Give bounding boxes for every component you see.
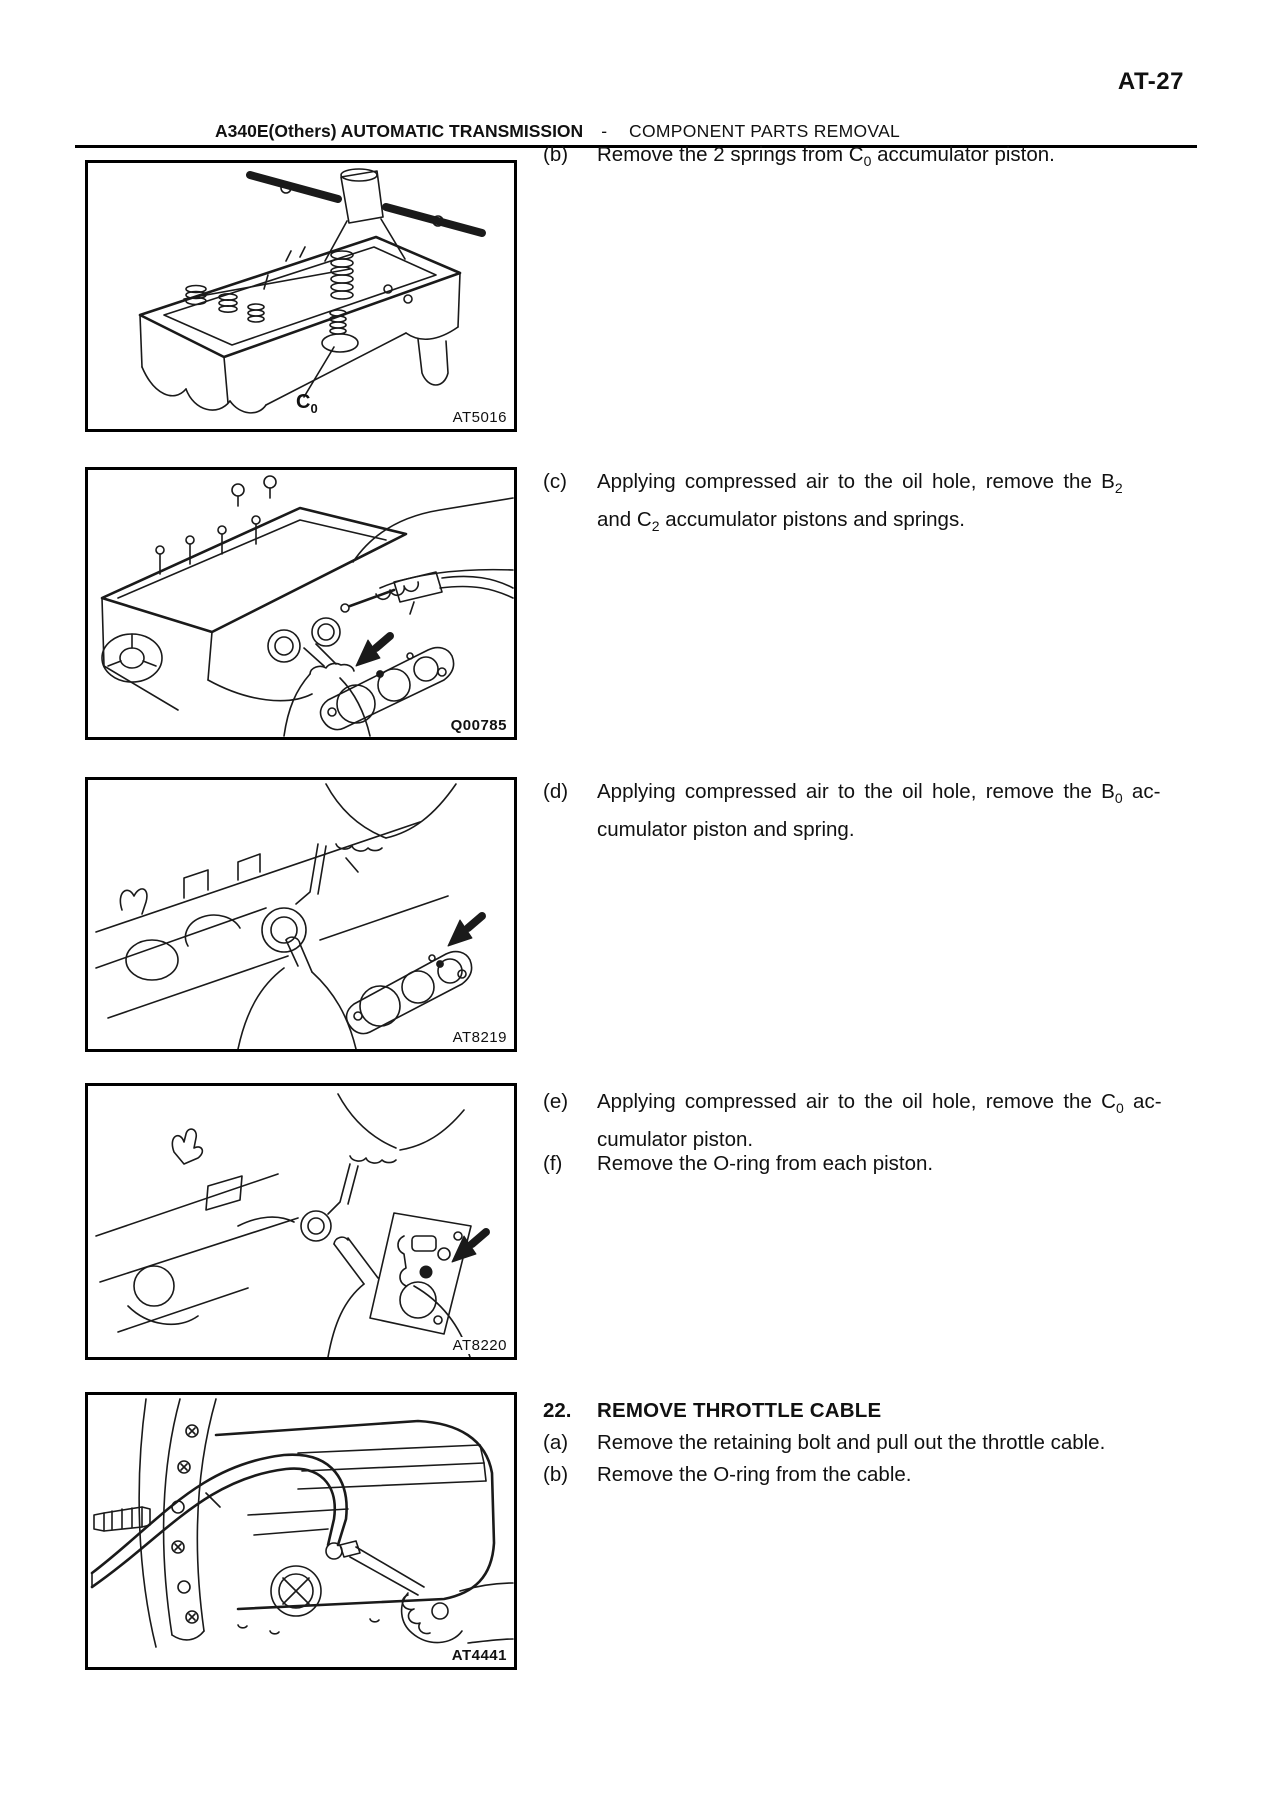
item-label: (d) xyxy=(543,780,569,803)
gasket-plate xyxy=(370,1213,471,1334)
instruction-item-22a: (a) Remove the retaining bolt and pull out the throttle cable. xyxy=(543,1427,1175,1458)
item-label: (b) xyxy=(543,143,569,166)
item-label: (e) xyxy=(543,1090,569,1113)
figure-code-label: AT8220 xyxy=(449,1337,507,1354)
figure-1-callout-c0: $C_0$ xyxy=(296,391,318,416)
item-label: (a) xyxy=(543,1431,569,1454)
figure-2-illustration xyxy=(88,470,514,737)
figure-3 xyxy=(85,777,517,1052)
instruction-item-d: (d) Applying compressed air to the oil hole, remove the $B_0$ ac- cumulator piston and spring. xyxy=(543,776,1175,845)
figure-code-label: AT5016 xyxy=(449,409,507,426)
gasket-plate xyxy=(347,952,472,1034)
gasket-plate xyxy=(321,648,454,730)
figure-2 xyxy=(85,467,517,740)
header-title: A340E(Others) AUTOMATIC TRANSMISSION xyxy=(215,121,584,141)
step-number: 22. xyxy=(543,1399,572,1422)
figure-code-label: AT4441 xyxy=(448,1647,507,1664)
figure-3-illustration xyxy=(88,780,514,1049)
throttle-cable xyxy=(92,1455,347,1587)
instruction-item-f: (f) Remove the O-ring from each piston. xyxy=(543,1148,1175,1179)
page-number: AT-27 xyxy=(1117,68,1184,95)
instruction-item-22b: (b) Remove the O-ring from the cable. xyxy=(543,1459,1175,1490)
flange-bolts xyxy=(172,1425,198,1623)
figure-5-illustration xyxy=(88,1395,514,1667)
item-label: (c) xyxy=(543,470,567,493)
item-label: (b) xyxy=(543,1463,569,1486)
arrow-icon xyxy=(356,636,390,666)
instruction-item-c: (c) Applying compressed air to the oil hole, remove the $B_2$ and $C_2$ accumulator pistons and springs. xyxy=(543,466,1175,542)
step-22-heading xyxy=(543,1395,1175,1426)
item-label: (f) xyxy=(543,1152,563,1175)
figure-code-label: AT8219 xyxy=(449,1029,507,1046)
figure-4 xyxy=(85,1083,517,1360)
figure-5 xyxy=(85,1392,517,1670)
instruction-item-b: (b) Remove the 2 springs from $C_0$ accumulator piston. xyxy=(543,139,1175,177)
figure-1-illustration xyxy=(88,163,514,429)
instruction-item-e: (e) Applying compressed air to the oil hole, remove the $C_0$ ac- cumulator piston. xyxy=(543,1086,1175,1155)
figure-4-illustration xyxy=(88,1086,514,1357)
figure-code-label: Q00785 xyxy=(447,717,507,734)
step-title: REMOVE THROTTLE CABLE xyxy=(597,1399,882,1422)
figure-1 xyxy=(85,160,517,432)
arrow-icon xyxy=(448,916,482,946)
header-separator: - xyxy=(601,121,608,141)
header-section: COMPONENT PARTS REMOVAL xyxy=(629,121,901,141)
